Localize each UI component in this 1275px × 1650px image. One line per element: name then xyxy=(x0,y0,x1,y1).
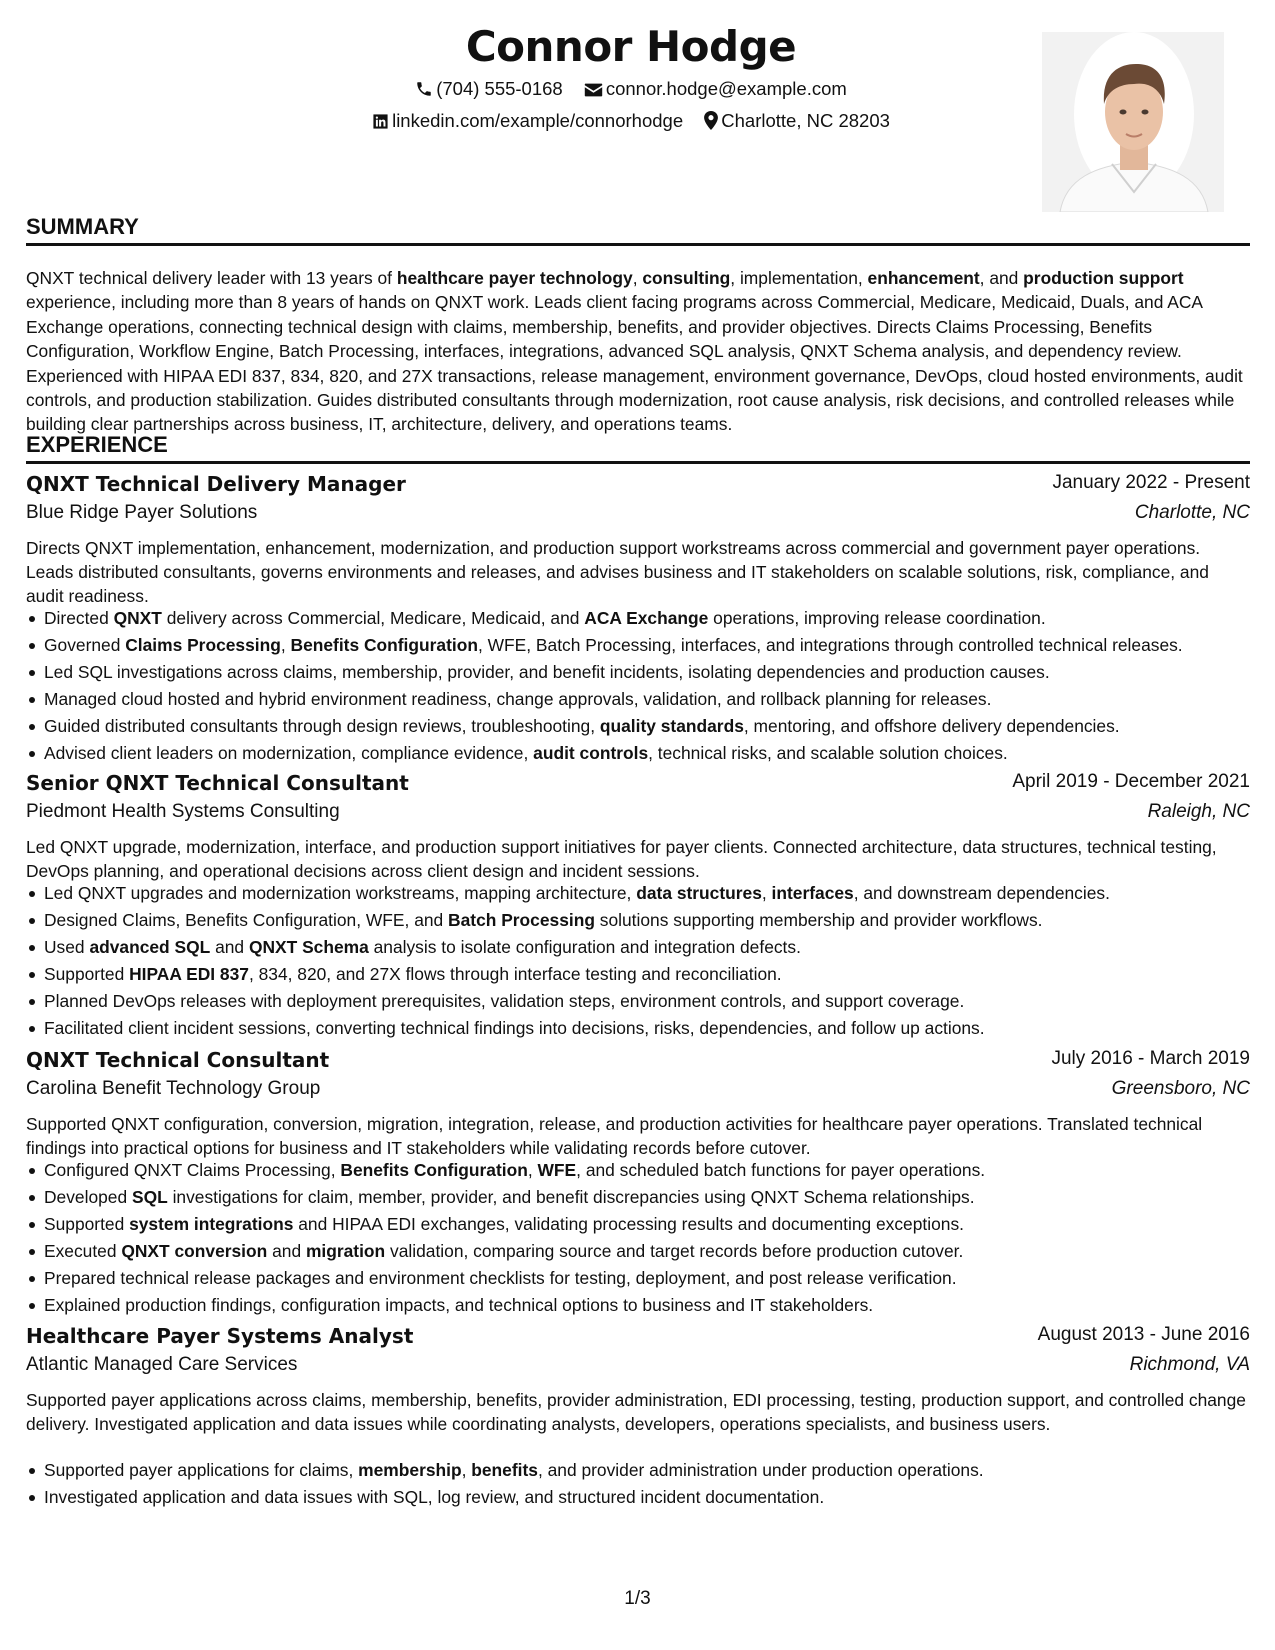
summary-heading: SUMMARY xyxy=(26,214,1250,246)
bullet-text: Designed Claims, Benefits Configuration, WFE, and xyxy=(44,909,449,930)
job-bullet-item xyxy=(26,605,1250,632)
job-bullet-item xyxy=(26,1457,1250,1484)
job-bullet-item xyxy=(26,632,1250,659)
job-bullets xyxy=(26,605,1250,766)
job-location: Charlotte, NC xyxy=(1134,502,1250,523)
bullet-text: Supported payer applications for claims, xyxy=(44,1460,359,1480)
email-text: connor.hodge@example.com xyxy=(605,78,847,99)
bullet-text: , and scheduled batch functions for payer operations. xyxy=(576,1160,986,1180)
linkedin-text: linkedin.com/example/connorhodge xyxy=(392,110,684,131)
job-title: Healthcare Payer Systems Analyst xyxy=(26,1324,414,1348)
summary-bold-text: enhancement xyxy=(867,268,980,288)
linkedin-icon xyxy=(372,113,389,130)
job-description: Directs QNXT implementation, enhancement, modernization, and production support workstreams across commercial and government payer operations. Leads distributed consultants, governs environments and releases, and advises business and IT stakeholders on scalable solutions, risk, compliance, and audit readiness. xyxy=(26,538,1209,606)
bullet-text: , and provider administration under production operations. xyxy=(537,1460,984,1480)
job-dates: July 2016 - March 2019 xyxy=(1051,1048,1250,1069)
bullet-bold-text: Batch Processing xyxy=(448,909,595,930)
job-bullet-item xyxy=(26,907,1250,934)
job-bullet-item xyxy=(26,686,1250,713)
bullet-bold-text: WFE xyxy=(537,1160,577,1180)
bullet-text: Guided distributed consultants through design reviews, troubleshooting, xyxy=(44,715,600,736)
job-title: QNXT Technical Consultant xyxy=(26,1048,330,1072)
email-contact[interactable] xyxy=(584,78,847,100)
bullet-bold-text: system integrations xyxy=(129,1213,294,1234)
job-bullet-item xyxy=(26,1484,1250,1511)
bullet-bold-text: Benefits Configuration xyxy=(290,634,478,655)
bullet-text: and HIPAA EDI exchanges, validating processing results and documenting exceptions. xyxy=(293,1213,964,1234)
bullet-text: , 834, 820, and 27X flows through interface testing and reconciliation. xyxy=(248,963,782,984)
bullet-text: Supported xyxy=(44,1213,130,1234)
job-bullet-item xyxy=(26,880,1250,907)
job-bullets xyxy=(26,880,1250,1041)
bullet-bold-text: quality standards xyxy=(599,715,744,736)
job-dates: April 2019 - December 2021 xyxy=(1012,771,1250,792)
bullet-text: , xyxy=(527,1160,538,1180)
job-company: Blue Ridge Payer Solutions xyxy=(26,502,258,523)
job-dates: August 2013 - June 2016 xyxy=(1037,1324,1250,1345)
bullet-text: Investigated application and data issues with SQL, log review, and structured incident documentation. xyxy=(44,1486,825,1507)
bullet-text: delivery across Commercial, Medicare, Medicaid, and xyxy=(161,608,585,628)
job-dates: January 2022 - Present xyxy=(1052,472,1250,493)
bullet-text: analysis to isolate configuration and integration defects. xyxy=(368,936,801,957)
candidate-name: Connor Hodge xyxy=(465,22,797,71)
job-bullet-item xyxy=(26,659,1250,686)
job-bullet-item xyxy=(26,1211,1250,1238)
summary-bold-text: healthcare payer technology xyxy=(396,268,633,288)
summary-bold-text: consulting xyxy=(642,268,731,288)
bullet-text: Used xyxy=(44,936,90,957)
linkedin-contact[interactable] xyxy=(372,110,683,132)
bullet-text: Developed xyxy=(44,1186,132,1207)
job-bullet-item xyxy=(26,1015,1250,1042)
phone-icon xyxy=(415,80,433,98)
bullet-bold-text: QNXT Schema xyxy=(248,936,369,957)
job-location: Greensboro, NC xyxy=(1111,1078,1250,1099)
summary-text: , and xyxy=(979,268,1024,288)
bullet-text: solutions supporting membership and provider workflows. xyxy=(594,909,1043,930)
location-text: Charlotte, NC 28203 xyxy=(721,110,890,131)
job-bullet-item xyxy=(26,740,1250,767)
job-location: Raleigh, NC xyxy=(1147,801,1250,822)
bullet-text: and xyxy=(210,936,249,957)
bullet-text: Supported xyxy=(44,963,130,984)
job-description: Led QNXT upgrade, modernization, interface, and production support initiatives for payer clients. Connected architecture, data structures, technical testing, DevOps planning, and operational decisions across client design and incident sessions. xyxy=(26,837,1217,881)
map-pin-icon xyxy=(704,111,718,130)
bullet-text: and xyxy=(267,1240,306,1261)
bullet-text: Directed xyxy=(44,608,114,628)
phone-text: (704) 555-0168 xyxy=(436,78,563,99)
bullet-text: Led SQL investigations across claims, membership, provider, and benefit incidents, isolating dependencies and production causes. xyxy=(44,661,1050,682)
job-bullet-item xyxy=(26,988,1250,1015)
bullet-text: Executed xyxy=(44,1240,122,1261)
job-bullet-item xyxy=(26,934,1250,961)
bullet-text: investigations for claim, member, provider, and benefit discrepancies using QNXT Schema relationships. xyxy=(167,1186,975,1207)
summary-text: , xyxy=(632,268,643,288)
job-bullet-item xyxy=(26,713,1250,740)
job-company: Carolina Benefit Technology Group xyxy=(26,1078,321,1099)
bullet-text: Configured QNXT Claims Processing, xyxy=(44,1160,341,1180)
bullet-text: operations, improving release coordination. xyxy=(708,608,1046,628)
bullet-bold-text: interfaces xyxy=(771,883,854,903)
envelope-icon xyxy=(584,82,603,98)
bullet-text: , technical risks, and scalable solution choices. xyxy=(648,742,1008,763)
job-description: Supported payer applications across claims, membership, benefits, provider administration, EDI processing, testing, production support, and controlled change delivery. Investigated application and data issues while coordinating analysts, developers, operations specialists, and business users. xyxy=(26,1390,1246,1434)
bullet-text: , mentoring, and offshore delivery dependencies. xyxy=(743,715,1120,736)
summary-text xyxy=(26,266,1250,437)
experience-heading: EXPERIENCE xyxy=(26,432,1250,464)
bullet-text: Governed xyxy=(44,634,126,655)
bullet-text: , xyxy=(461,1460,472,1480)
bullet-bold-text: membership xyxy=(358,1460,462,1480)
summary-text: experience, including more than 8 years of hands on QNXT work. Leads client facing programs across Commercial, Medicare, Medicaid, Duals, and ACA Exchange operations, connecting technical design with claims, membership, benefits, and provider objectives. Directs Claims Processing, Benefits Configuration, Workflow Engine, Batch Processing, interfaces, integrations, advanced SQL analysis, QNXT Schema analysis, and dependency review. Experienced with HIPAA EDI 837, 834, 820, and 27X transactions, release management, environment governance, DevOps, cloud hosted environments, audit controls, and production stabilization. Guides distributed consultants through modernization, root cause analysis, risk decisions, and controlled releases while building clear partnerships across business, IT, architecture, delivery, and operations teams. xyxy=(26,292,1243,435)
bullet-text: validation, comparing source and target records before production cutover. xyxy=(385,1240,964,1261)
location-contact xyxy=(704,110,890,132)
job-company: Piedmont Health Systems Consulting xyxy=(26,801,340,822)
bullet-text: Advised client leaders on modernization, compliance evidence, xyxy=(44,742,534,763)
bullet-bold-text: data structures xyxy=(636,883,762,903)
bullet-bold-text: benefits xyxy=(471,1460,538,1480)
job-bullets xyxy=(26,1157,1250,1318)
bullet-bold-text: ACA Exchange xyxy=(584,608,709,628)
bullet-text: , and downstream dependencies. xyxy=(853,883,1110,903)
job-description: Supported QNXT configuration, conversion, migration, integration, release, and production activities for healthcare payer operations. Translated technical findings into practical options for business and IT stakeholders while validating records before cutover. xyxy=(26,1114,1203,1158)
bullet-text: Planned DevOps releases with deployment prerequisites, validation steps, environment controls, and support coverage. xyxy=(44,990,965,1011)
summary-text: , implementation, xyxy=(730,268,868,288)
job-bullet-item xyxy=(26,1184,1250,1211)
bullet-bold-text: QNXT xyxy=(113,608,162,628)
bullet-bold-text: advanced SQL xyxy=(89,936,211,957)
bullet-bold-text: HIPAA EDI 837 xyxy=(129,963,249,984)
job-bullets xyxy=(26,1457,1250,1511)
bullet-bold-text: SQL xyxy=(131,1186,168,1207)
phone-contact xyxy=(415,78,563,100)
job-bullet-item xyxy=(26,1292,1250,1319)
bullet-text: , xyxy=(761,883,772,903)
job-bullet-item xyxy=(26,1265,1250,1292)
bullet-text: Led QNXT upgrades and modernization workstreams, mapping architecture, xyxy=(44,883,637,903)
bullet-text: Explained production findings, configuration impacts, and technical options to business and IT stakeholders. xyxy=(44,1294,874,1315)
bullet-text: Prepared technical release packages and environment checklists for testing, deployment, and post release verification. xyxy=(44,1267,957,1288)
job-location: Richmond, VA xyxy=(1129,1354,1250,1375)
bullet-bold-text: migration xyxy=(305,1240,386,1261)
bullet-bold-text: Claims Processing xyxy=(125,634,281,655)
job-title: QNXT Technical Delivery Manager xyxy=(26,472,406,496)
bullet-text: , WFE, Batch Processing, interfaces, and integrations through controlled technical releases. xyxy=(477,634,1183,655)
job-bullet-item xyxy=(26,1238,1250,1265)
bullet-bold-text: QNXT conversion xyxy=(121,1240,268,1261)
bullet-bold-text: Benefits Configuration xyxy=(340,1160,528,1180)
page-number: 1/3 xyxy=(624,1588,651,1609)
profile-photo xyxy=(1042,32,1224,212)
bullet-bold-text: audit controls xyxy=(533,742,649,763)
bullet-text: , xyxy=(280,634,291,655)
job-title: Senior QNXT Technical Consultant xyxy=(26,771,409,795)
job-company: Atlantic Managed Care Services xyxy=(26,1354,298,1375)
bullet-text: Facilitated client incident sessions, converting technical findings into decisions, risks, dependencies, and follow up actions. xyxy=(44,1017,985,1038)
summary-text: QNXT technical delivery leader with 13 years of xyxy=(26,268,397,288)
job-bullet-item xyxy=(26,1157,1250,1184)
bullet-text: Managed cloud hosted and hybrid environment readiness, change approvals, validation, and rollback planning for releases. xyxy=(44,688,992,709)
job-bullet-item xyxy=(26,961,1250,988)
summary-bold-text: production support xyxy=(1023,268,1184,288)
